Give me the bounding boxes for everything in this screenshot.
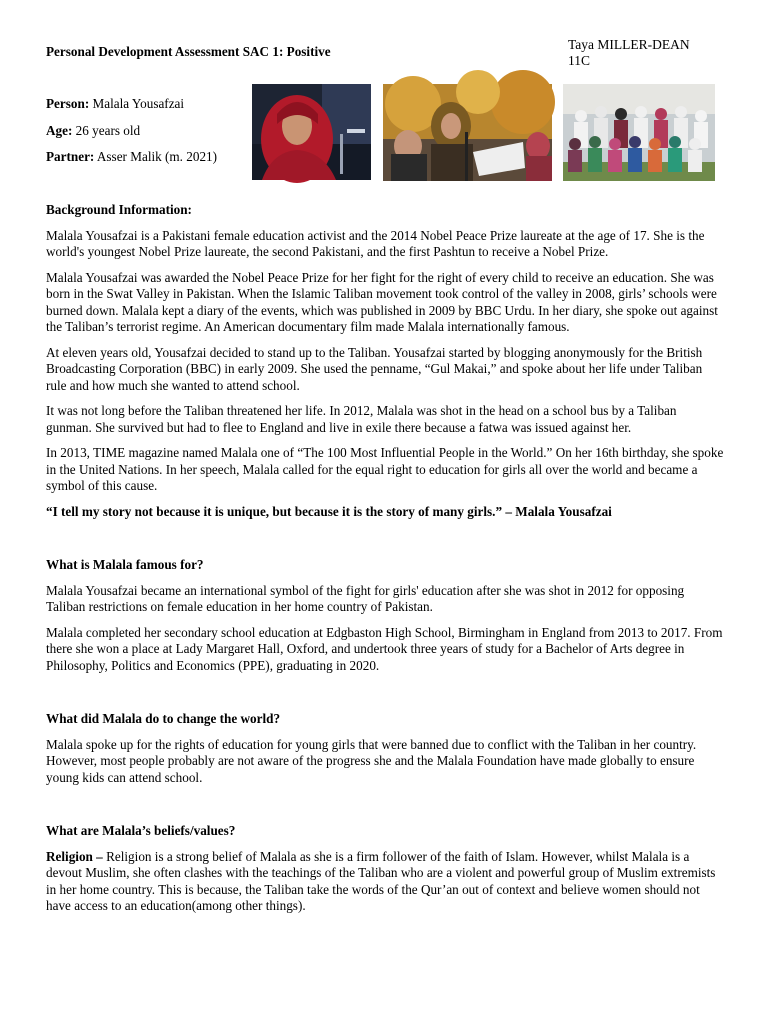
religion-label: Religion – — [46, 848, 103, 864]
famous-heading: What is Malala famous for? — [46, 557, 204, 572]
photo-malala-group — [563, 84, 715, 181]
religion-paragraph — [46, 849, 724, 915]
malala-quote: “I tell my story not because it is unique, but because it is the story of many girls.” – Malala Yousafzai — [46, 503, 612, 519]
background-paragraph-4: It was not long before the Taliban threatened her life. In 2012, Malala was shot in the head on a school bus by a Taliban gunman. She survived but had to flee to England and live in exile there because a fatwa was issued against her. — [46, 403, 677, 435]
document-title: Personal Development Assessment SAC 1: Positive — [46, 44, 331, 59]
famous-paragraph-1: Malala Yousafzai became an international symbol of the fight for girls' education after she was shot in 2012 for opposing Taliban restrictions on female education in her home country of Pakistan. — [46, 582, 685, 614]
author-class-clipped: 11C — [568, 53, 591, 68]
age-value: 26 years old — [75, 122, 141, 138]
background-paragraph-5: In 2013, TIME magazine named Malala one of “The 100 Most Influential People in the World.” On her 16th birthday, she spoke in the United Nations. In her speech, Malala called for the equal right to education for girls all over the world and became a symbol of this cause. — [46, 445, 724, 493]
age-label: Age: — [46, 122, 73, 138]
section-spacer — [46, 529, 724, 557]
famous-paragraph-2: Malala completed her secondary school education at Edgbaston High School, Birmingham in England from 2013 to 2017. From there she won a place at Lady Margaret Hall, Oxford, and undertook three years of study for a Bachelor of Arts degree in Philosophy, Politics and Economics (PPE), graduating in 2020. — [46, 624, 723, 673]
age-row — [46, 123, 246, 150]
person-value: Malala Yousafzai — [92, 96, 185, 111]
background-paragraph-2: Malala Yousafzai was awarded the Nobel Peace Prize for her fight for the right of every child to receive an education. She was born in the Swat Valley in Pakistan. When the Islamic Taliban movement took control of the valley in 2008, girls’ schools were burned down. Malala kept a diary of the events, which was published in 2009 by BBC Urdu. In her diary, she spoke out against the Taliban’s terrorist regime. An American documentary film made Malala internationally famous. — [46, 269, 718, 334]
photo-malala-portrait — [252, 84, 371, 180]
change-paragraph: Malala spoke up for the rights of education for young girls that were banned due to conflict with the Taliban in her country. However, most people probably are not aware of the progress she and the Malala Foundation have made globally to ensure young kids can attend school. — [46, 736, 697, 785]
beliefs-heading: What are Malala’s beliefs/values? — [46, 823, 236, 838]
person-row — [46, 96, 246, 123]
person-label: Person: — [46, 96, 90, 111]
photo-strip — [252, 84, 722, 182]
partner-row — [46, 149, 246, 176]
religion-text: Religion is a strong belief of Malala as she is a firm follower of the faith of Islam. However, whilst Malala is a devout Muslim, she often clashes with the teachings of the Taliban who are a violent and powerful group of Muslim extremists in her home country. This is because, the Taliban take the words of the Qur’an out of context and believe women should not have access to an education(among other things). — [46, 848, 716, 913]
background-heading: Background Information: — [46, 202, 192, 217]
section-spacer — [46, 795, 724, 823]
author-name — [568, 37, 690, 68]
change-heading: What did Malala do to change the world? — [46, 711, 281, 726]
document-body — [46, 202, 724, 924]
profile-block — [46, 96, 246, 176]
author-name-text: Taya MILLER-DEAN — [568, 37, 690, 52]
partner-label: Partner: — [46, 149, 95, 164]
photo-malala-speech — [383, 84, 552, 181]
partner-value: Asser Malik (m. 2021) — [96, 149, 218, 164]
background-paragraph-1: Malala Yousafzai is a Pakistani female education activist and the 2014 Nobel Peace Prize laureate at the age of 17. She is the world's youngest Nobel Prize laureate, the second Pakistani, and the first Pashtun to receive a Nobel Prize. — [46, 227, 705, 259]
background-paragraph-3: At eleven years old, Yousafzai decided to stand up to the Taliban. Yousafzai started by blogging anonymously for the British Broadcasting Corporation (BBC) in early 2009. She used the penname, “Gul Makai,” and spoke about her life under Taliban rule and how much she wanted to attend school. — [46, 344, 703, 393]
section-spacer — [46, 683, 724, 711]
